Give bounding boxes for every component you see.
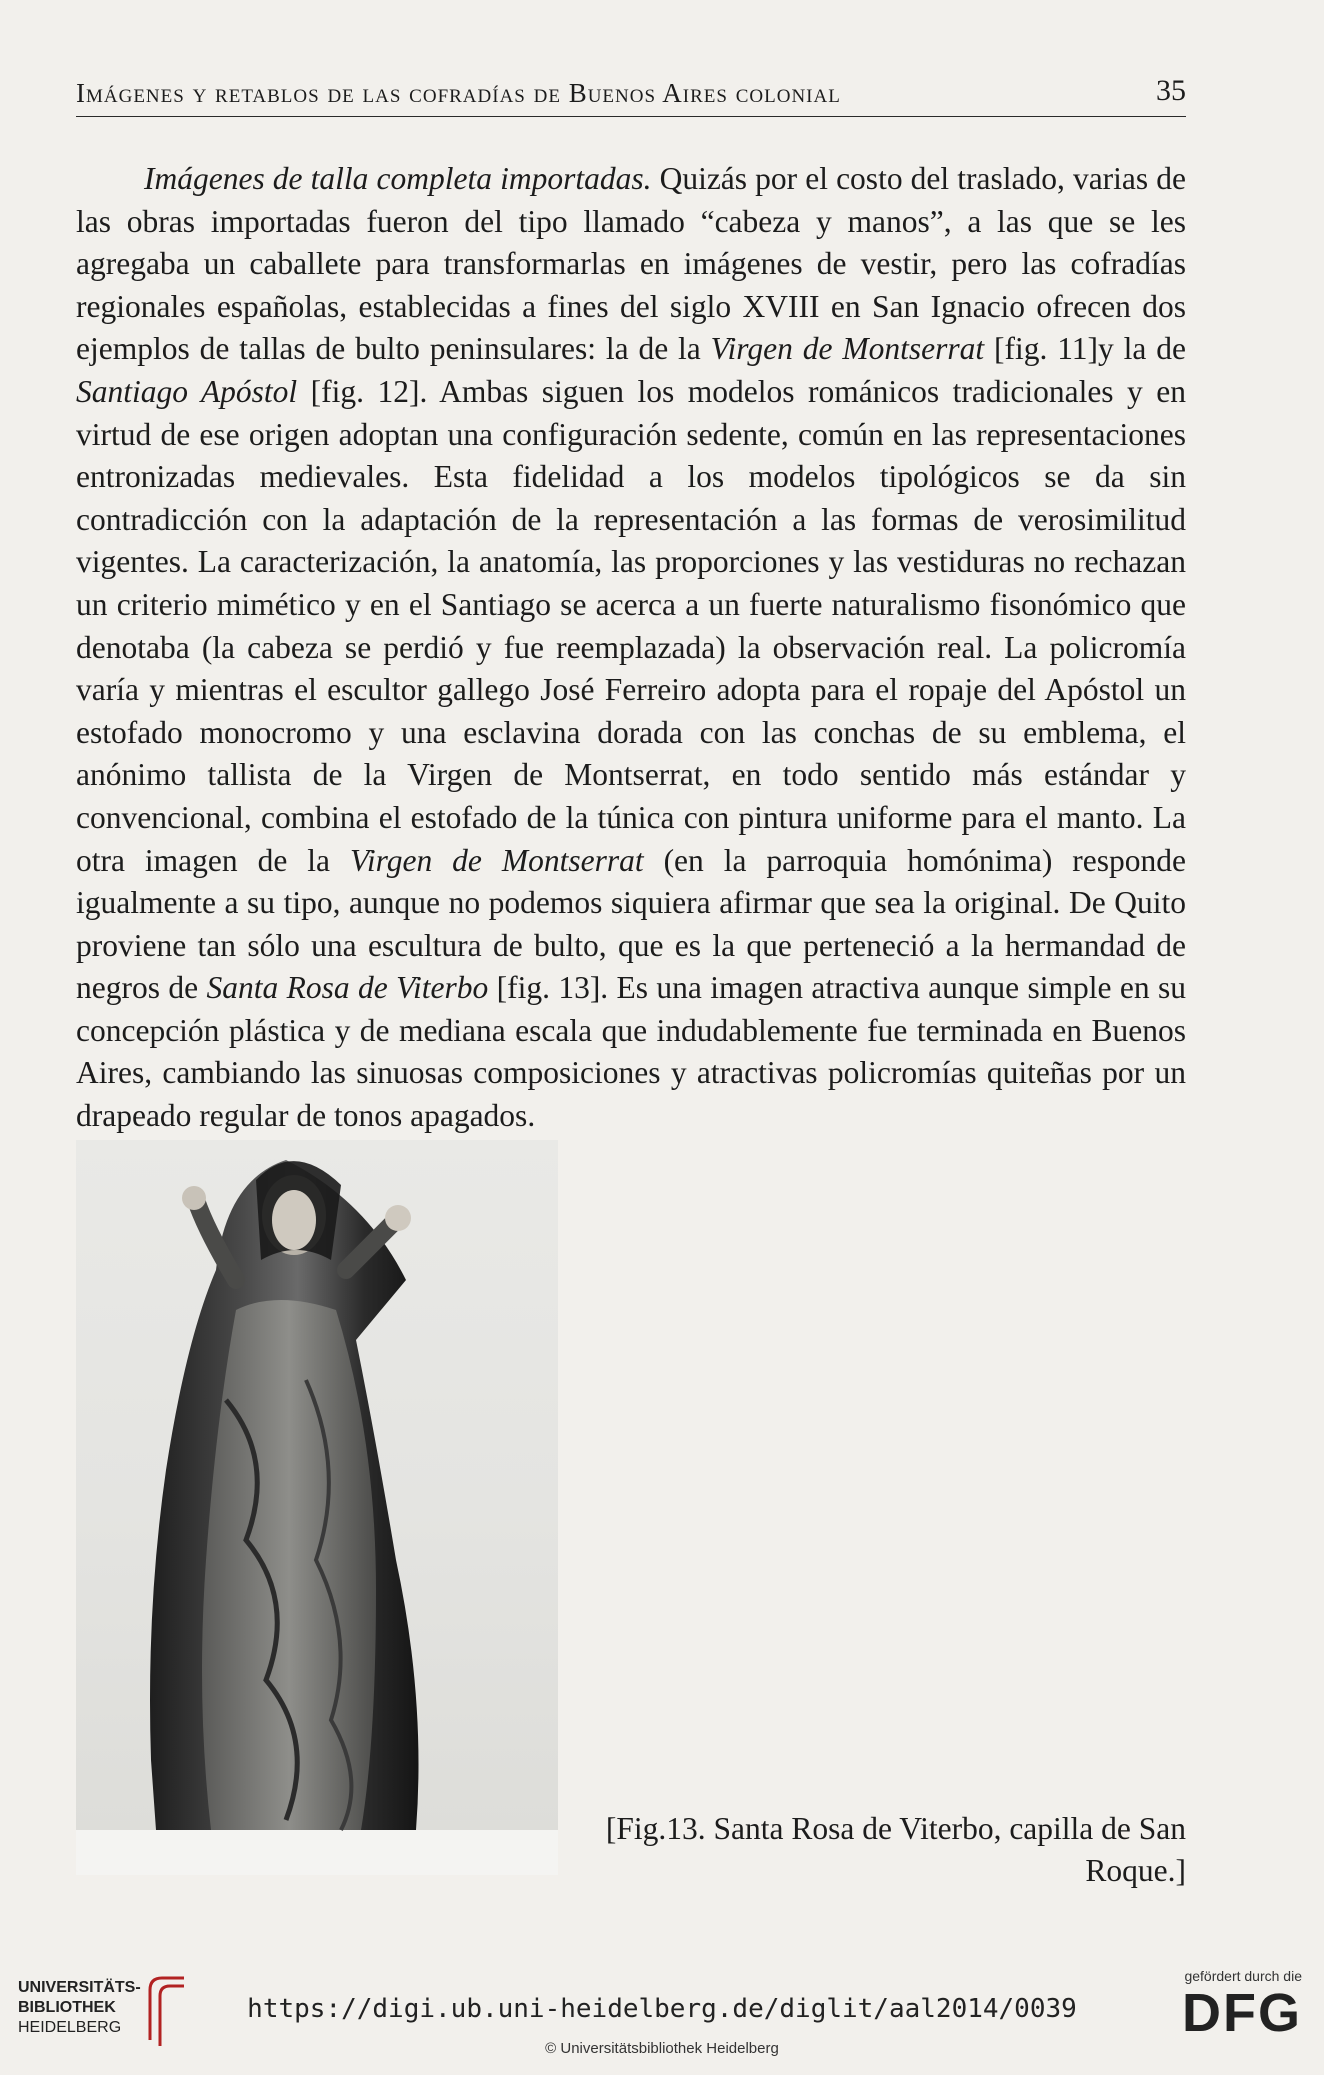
paragraph <box>76 158 1186 1138</box>
body-text <box>76 158 1186 1138</box>
section-heading: Imágenes de talla completa importadas. <box>144 161 652 196</box>
library-name-line: UNIVERSITÄTS- <box>18 1979 141 1996</box>
dfg-wordmark: DFG <box>1182 1983 1302 2043</box>
italic-title: Santa Rosa de Viterbo <box>206 970 489 1006</box>
page-number: 35 <box>1156 74 1186 107</box>
text-run: [fig. 11]y la de <box>984 331 1186 367</box>
text-run: (en la parroquia homónima) responde igualmente a su tipo, aunque no podemos siquiera afirmar que sea la original. De Quito proviene tan sólo una escultura de bulto, que es la que perteneció a la hermandad de negros de <box>76 842 1186 1006</box>
figure-caption: [Fig.13. Santa Rosa de Viterbo, capilla de San Roque.] <box>605 1811 1186 1888</box>
figure-photo-santa-rosa <box>76 1140 558 1875</box>
citation-url[interactable]: https://digi.ub.uni-heidelberg.de/diglit/aal2014/0039 <box>247 1994 1077 2024</box>
running-title: Imágenes y retablos de las cofradías de Buenos Aires colonial <box>76 78 841 108</box>
italic-title: Virgen de Montserrat <box>349 842 644 878</box>
text-run: Quizás por el costo del traslado, varias de las obras importadas fueron del tipo llamado “cabeza y manos”, a las que se les agregaba un caballete para transformarlas en imágenes de vestir, pero las cofradías regionales españolas, establecidas a fines del siglo XVIII en San Ignacio ofrecen dos ejemplos de tallas de bulto peninsulares: la de la <box>76 161 1186 367</box>
library-name-line: HEIDELBERG <box>18 2019 122 2036</box>
page-header <box>76 74 1186 117</box>
sculpture-illustration <box>76 1140 558 1875</box>
copyright-notice: © Universitätsbibliothek Heidelberg <box>545 2040 779 2057</box>
dfg-logo <box>1172 1968 1302 2058</box>
funding-note: gefördert durch die <box>1184 1968 1302 1984</box>
italic-title: Santiago Apóstol <box>76 373 298 409</box>
italic-title: Virgen de Montserrat <box>710 331 985 367</box>
library-name-line: BIBLIOTHEK <box>18 1999 116 2016</box>
text-run: [fig. 13]. Es una imagen atractiva aunque simple en su concepción plástica y de mediana escala que indudablemente fue terminada en Buenos Aires, cambiando las sinuosas composiciones y atractivas policromías quiteñas por un drapeado regular de tonos apagados. <box>76 970 1186 1134</box>
text-run: [fig. 12]. Ambas siguen los modelos románicos tradicionales y en virtud de ese origen adoptan una configuración sedente, común en las representaciones entronizadas medievales. Esta fidelidad a los modelos tipológicos se da sin contradicción con la adaptación de la representación a las formas de verosimilitud vigentes. La caracterización, la anatomía, las proporciones y las vestiduras no rechazan un criterio mimético y en el Santiago se acerca a un fuerte naturalismo fisonómico que denotaba (la cabeza se perdió y fue reemplazada) la observación real. La policromía varía y mientras el escultor gallego José Ferreiro adopta para el ropaje del Apóstol un estofado monocromo y una esclavina dorada con las conchas de su emblema, el anónimo tallista de la Virgen de Montserrat, en todo sentido más estándar y convencional, combina el estofado de la túnica con pintura uniforme para el manto. La otra imagen de la <box>76 373 1186 878</box>
page-footer <box>0 1950 1324 2075</box>
